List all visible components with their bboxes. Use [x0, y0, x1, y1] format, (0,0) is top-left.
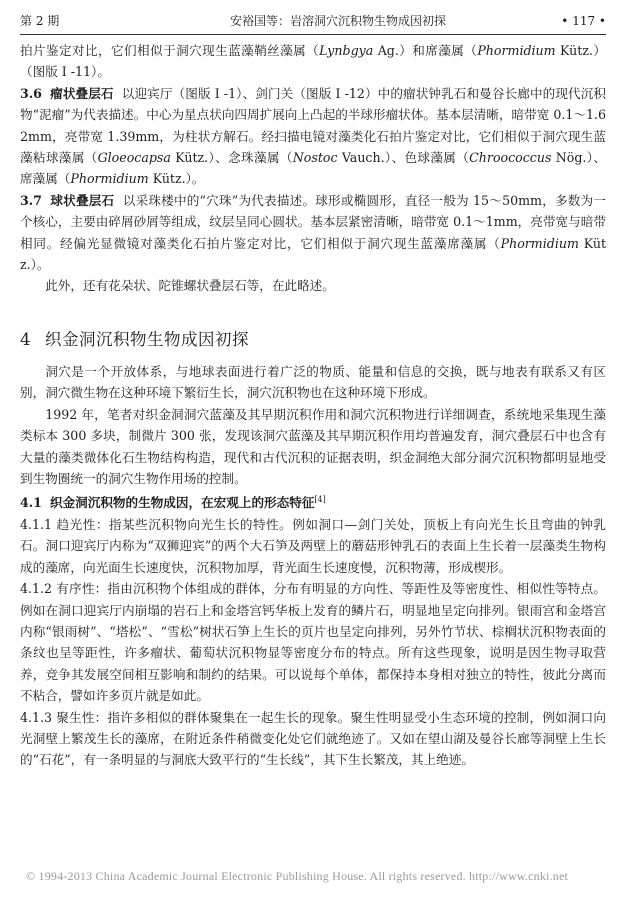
page-number: • 117 •	[561, 14, 606, 28]
section-number: 3.6	[20, 85, 42, 101]
section-4-1-1: 4.1.1 趋光性：指某些沉积物向光生长的特性。例如洞口—剑门关处，顶板上有向光生长且弯曲的钟乳石。洞口迎宾厅内称为“双狮迎宾”的两个大石笋及两壁上的蘑菇形钟乳石的表面上生长着一层藻类生物构成的藻席，向光面生长速度快，沉积物加厚，背光面生长速度慢，沉积物薄，形成楔形。	[20, 516, 606, 575]
section-4-heading	[20, 325, 606, 355]
copyright-footer: © 1994-2013 China Academic Journal Electronic Publishing House. All rights reserved. http://www.cnki.net	[26, 869, 569, 883]
scientific-name: Gloeocapsa	[97, 150, 171, 166]
section-title: 球状叠层石	[50, 192, 115, 208]
section-title: 瘤状叠层石	[50, 85, 114, 101]
scientific-name: Lynbgya	[319, 43, 374, 58]
citation-ref: [4]	[314, 495, 326, 505]
section-number: 4.1	[20, 495, 42, 511]
section-title: 织金洞沉积物的生物成因，在宏观上的形态特征	[49, 495, 315, 511]
paragraph-continuation: 拍片鉴定对比，它们相似于洞穴现生蓝藻鞘丝藻属（Lynbgya Ag.）和席藻属（Phormidium Kütz.）（图版 I -11）。	[20, 43, 606, 80]
journal-page	[20, 10, 606, 771]
section-number: 4	[20, 329, 31, 349]
header-rule	[20, 34, 606, 35]
section-3-7: 3.7 球状叠层石 以采珠楼中的“穴珠”为代表描述。球形或椭圆形，直径一般为 15～50mm，多数为一个核心，主要由碎屑砂屑等组成，纹层呈同心圆状。基本层紧密清晰，暗带宽 0.1～1mm，亮带宽与暗带相同。经偏光显微镜对藻类化石拍片鉴定对比，它们相似于洞穴现生蓝藻席藻属（Phormidium Kütz.）。	[20, 192, 607, 273]
running-header	[20, 10, 606, 32]
paragraph-4-survey: 1992 年，笔者对织金洞洞穴蓝藻及其早期沉积作用和洞穴沉积物进行详细调查，系统地采集现生藻类标本 300 多块，制微片 300 张，发现该洞穴蓝藻及其早期沉积作用均普遍发育，洞穴叠层石中也含有大量的藻类微体化石生物结构构造，现代和古代沉积的证据表明，织金洞绝大部分洞穴沉积物都明显地受到生物圈统一的洞穴生物作用场的控制。	[20, 406, 606, 486]
scientific-name: Phormidium	[477, 43, 556, 58]
scientific-name: Phormidium	[70, 171, 149, 187]
section-number: 3.7	[20, 192, 42, 208]
section-title: 织金洞沉积物生物成因初探	[45, 329, 249, 349]
scientific-name: Nostoc	[292, 150, 338, 166]
spacer	[20, 297, 606, 319]
running-title: 安裕国等：岩溶洞穴沉积物生物成因初探	[230, 14, 447, 28]
paragraph-also: 此外，还有花朵状、陀锥螺状叠层石等，在此略述。	[45, 278, 335, 294]
issue-number: 第 2 期	[20, 14, 60, 28]
section-3-6: 3.6 瘤状叠层石 以迎宾厅（图版 I -1）、剑门关（图版 I -12）中的瘤状钟乳石和曼谷长廊中的现代沉积物“泥瘤”为代表描述。中心为星点状向四周扩展向上凸起的半球形瘤状体。基本层清晰，暗带宽 0.1～1.62mm，亮带宽 1.39mm，为柱状方解石。经扫描电镜对藻类化石拍片鉴定对比，它们相似于洞穴现生蓝藻粘球藻属（Gloeocapsa Kütz.）、念珠藻属（Nostoc Vauch.）、色球藻属（Chroococcus Nӧg.）、席藻属（Phormidium Kütz.）。	[20, 85, 606, 187]
scientific-name: Phormidium	[500, 235, 579, 251]
article-body	[20, 40, 606, 771]
scientific-name: Chroococcus	[469, 150, 552, 166]
paragraph-4-intro: 洞穴是一个开放体系，与地球表面进行着广泛的物质、能量和信息的交换，既与地表有联系又有区别，洞穴微生物在这种环境下繁衍生长，洞穴沉积物也在这种环境下形成。	[20, 363, 606, 401]
section-4-1-heading	[20, 489, 606, 514]
section-4-1-3: 4.1.3 聚生性：指许多相似的群体聚集在一起生长的现象。聚生性明显受小生态环境的控制，例如洞口向光洞壁上繁茂生长的藻席，在附近条件稍微变化处它们就绝迹了。又如在望山湖及曼谷长廊等洞壁上生长的“石花”，有一条明显的与洞底大致平行的“生长线”，其下生长繁茂，其上绝迹。	[20, 709, 606, 768]
section-4-1-2: 4.1.2 有序性：指由沉积物个体组成的群体，分布有明显的方向性、等距性及等密度性、相似性等特点。例如在洞口迎宾厅内崩塌的岩石上和金塔宫钙华板上发育的鳞片石，明显地呈定向排列。银雨宫和金塔宫内称“银雨树”、“塔松”、“雪松”树状石笋上生长的页片也呈定向排列，另外竹节状、棕榈状沉积物表面的条纹也呈等距性，许多瘤状、葡萄状沉积物显等密度分布的特点。所有这些现象，说明是因生物寻取营养，竞争其发展空间相互影响和制约的结果。可以说每个单体，都保持本身相对独立的特性，彼此分离而不粘合，譬如许多页片就是如此。	[20, 581, 606, 704]
